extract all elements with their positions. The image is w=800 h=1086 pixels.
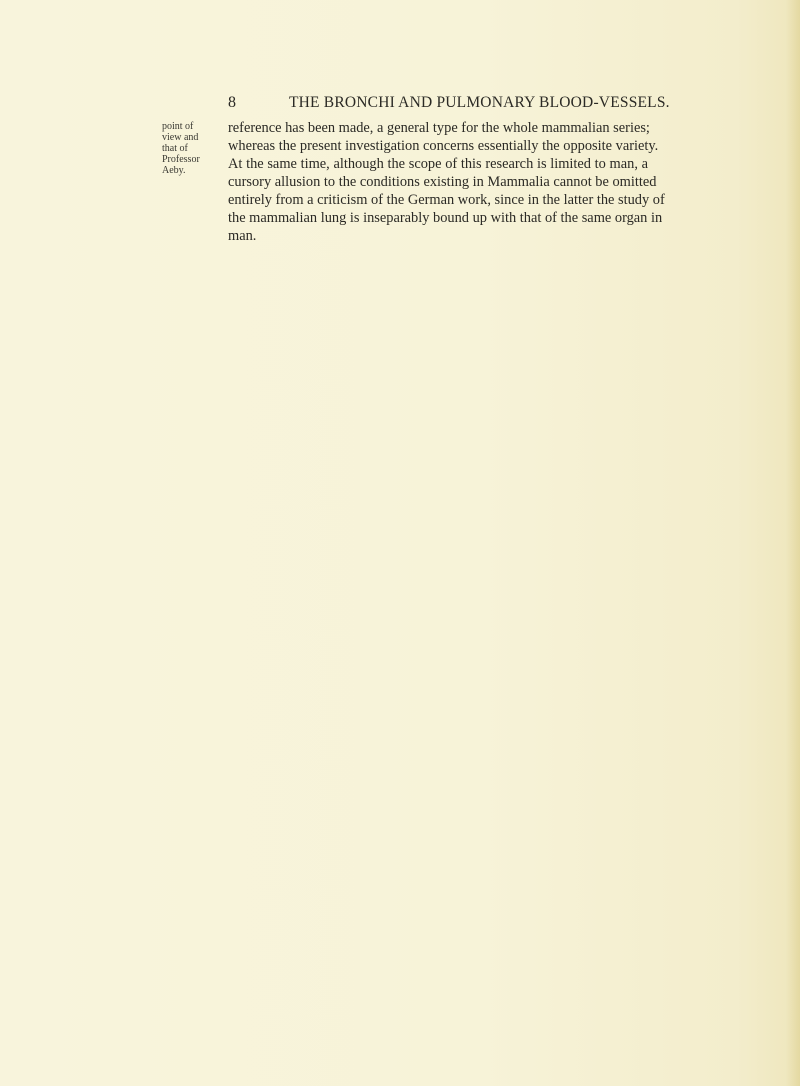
body-paragraph <box>228 119 665 245</box>
margin-note-line: point of <box>162 121 194 132</box>
body-line: reference has been made, a general type for the whole mammalian series; <box>228 120 650 136</box>
body-line: cursory allusion to the conditions existing in Mammalia cannot be omitted <box>228 174 657 190</box>
margin-note-line: that of <box>162 143 188 154</box>
page-edge-shadow <box>786 0 800 1086</box>
page-number: 8 <box>228 94 236 111</box>
running-title: THE BRONCHI AND PULMONARY BLOOD-VESSELS. <box>289 94 670 111</box>
body-line: At the same time, although the scope of this research is limited to man, a <box>228 156 648 172</box>
body-line: whereas the present investigation concerns essentially the opposite variety. <box>228 138 659 154</box>
body-line: man. <box>228 228 257 244</box>
margin-note-line: Professor <box>162 154 200 165</box>
margin-note <box>162 121 214 176</box>
body-line: the mammalian lung is inseparably bound up with that of the same organ in <box>228 210 663 226</box>
body-line: entirely from a criticism of the German work, since in the latter the study of <box>228 192 665 208</box>
margin-note-line: view and <box>162 132 199 143</box>
margin-note-line: Aeby. <box>162 165 186 176</box>
page-header <box>228 93 670 113</box>
